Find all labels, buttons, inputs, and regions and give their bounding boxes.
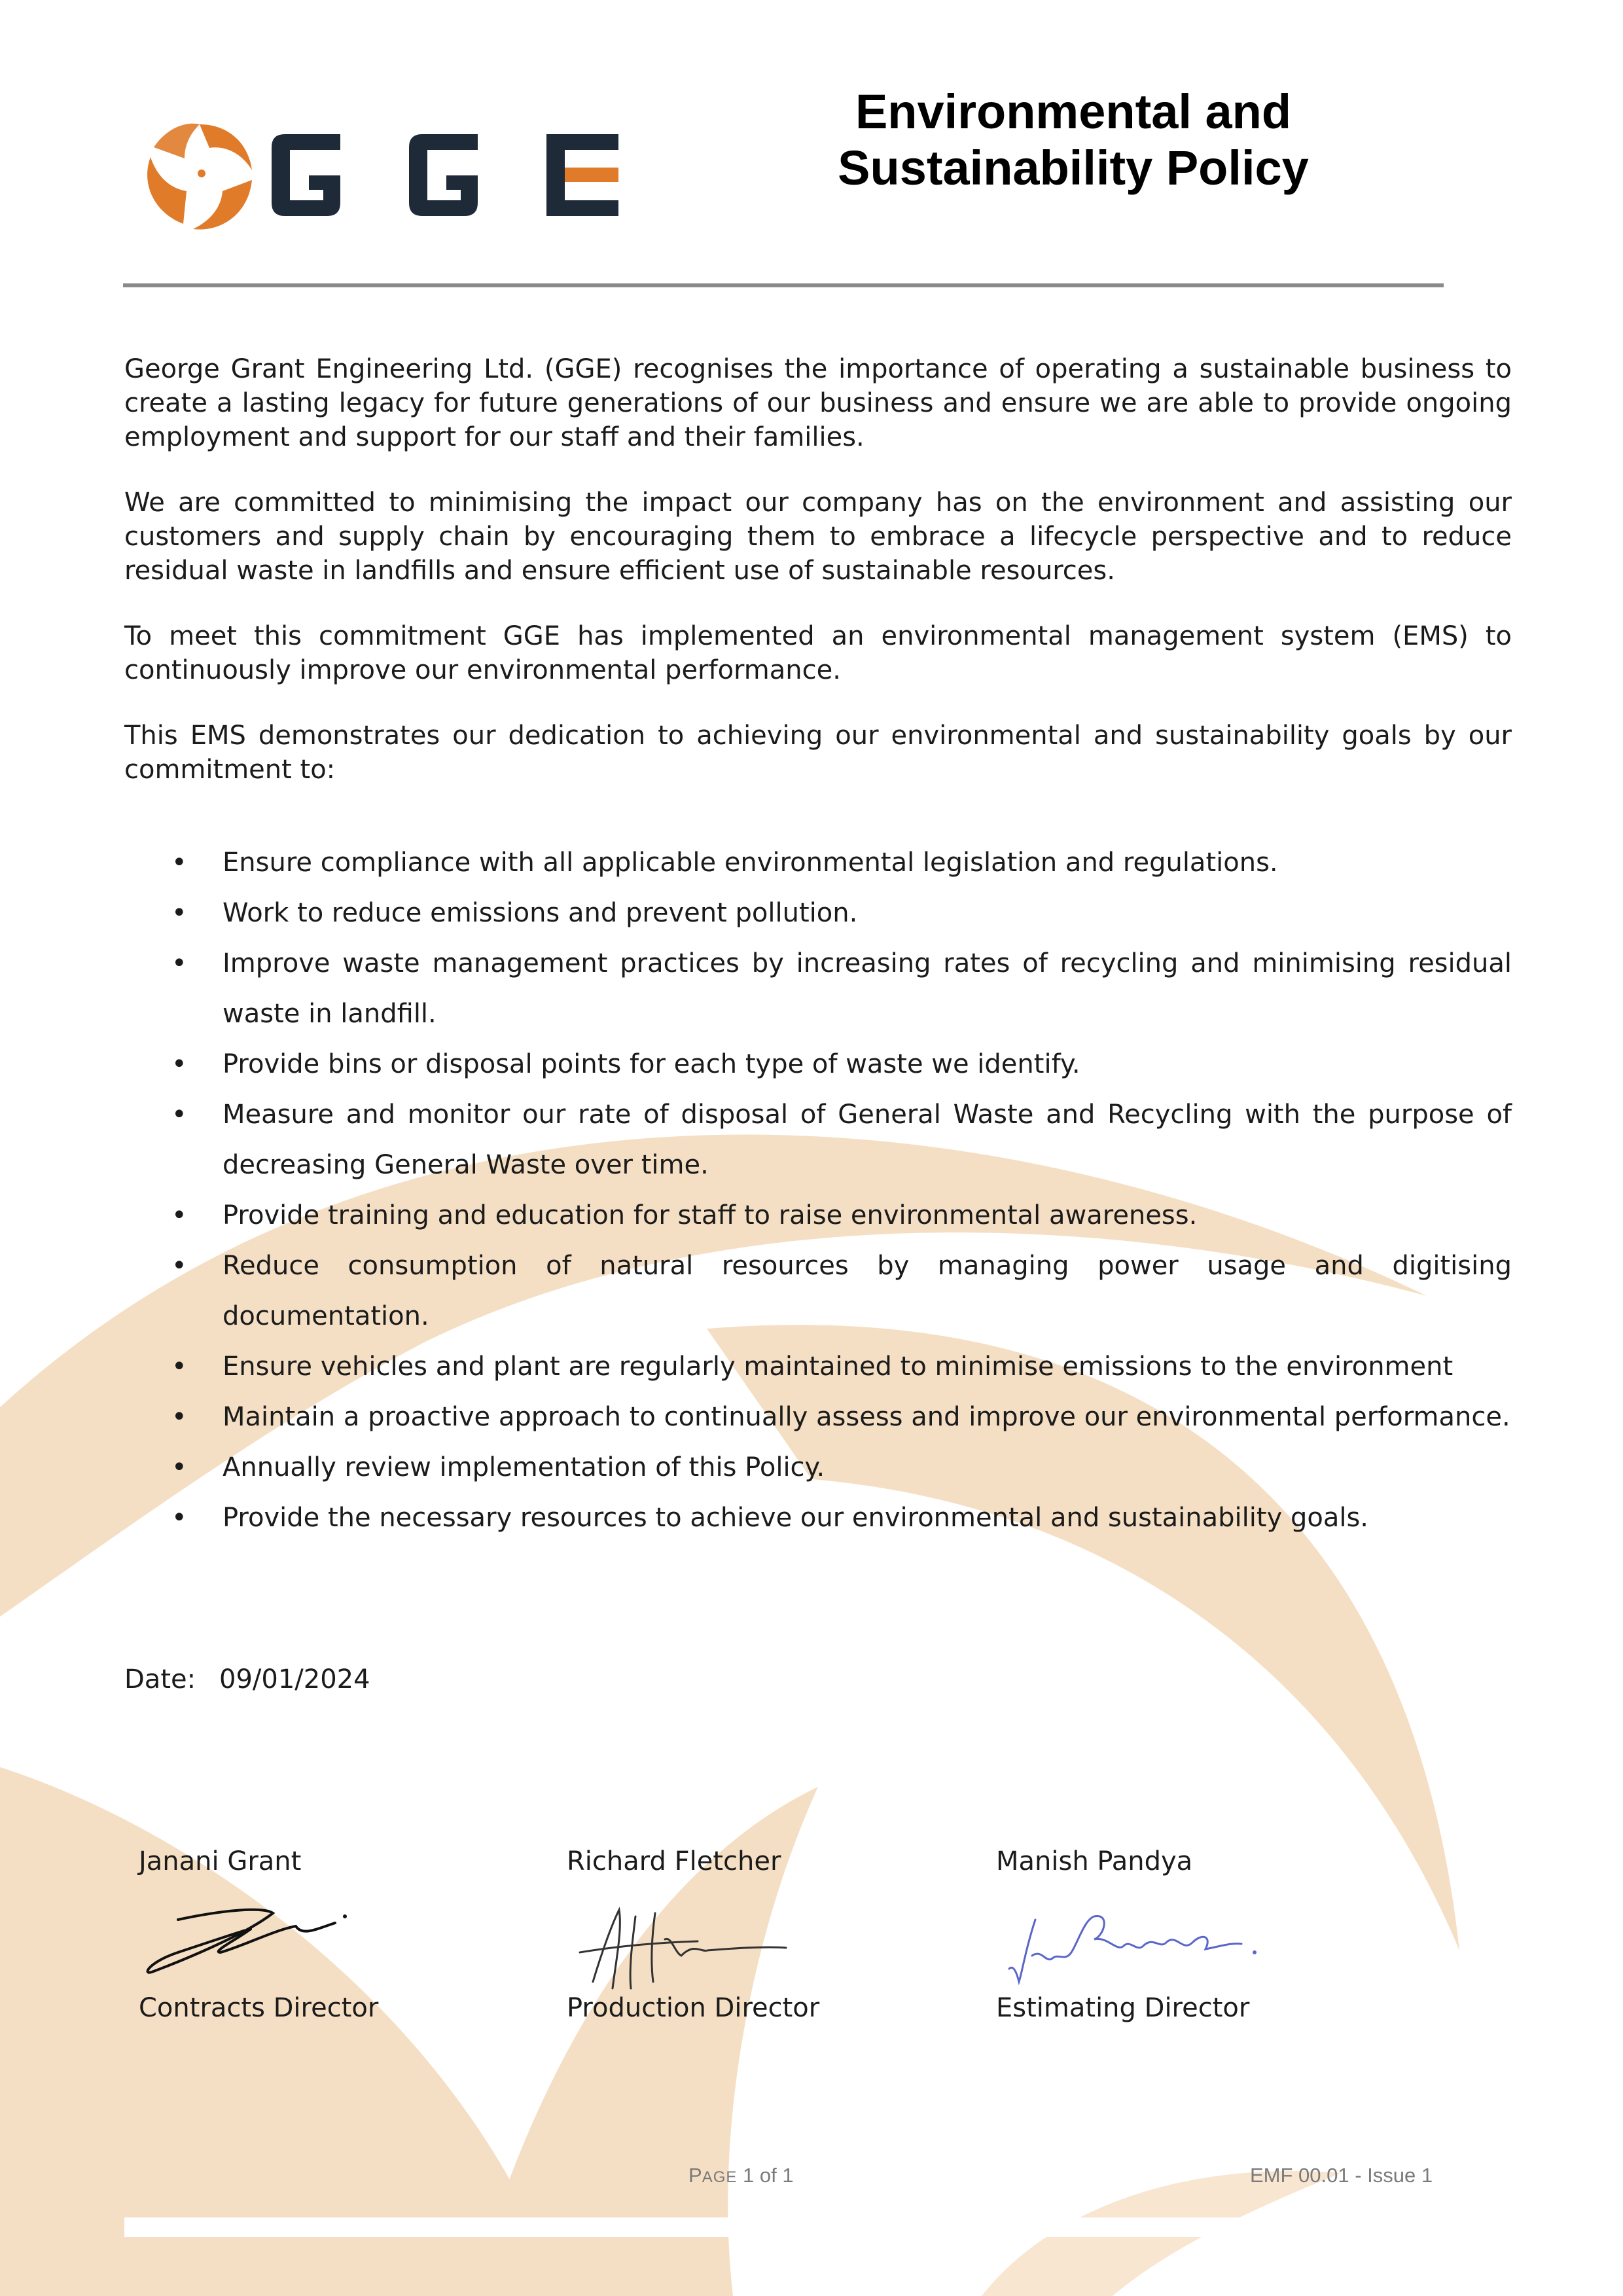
- policy-date: [124, 1662, 370, 1696]
- signatory-role: Estimating Director: [996, 1993, 1250, 2023]
- list-item: • Provide training and education for staff to raise environmental awareness.: [124, 1191, 1512, 1241]
- signature-block-3: [996, 1844, 1363, 2060]
- header-divider: [123, 283, 1444, 287]
- bottom-band: [124, 2217, 1453, 2237]
- bullet-icon: •: [171, 1503, 187, 1533]
- list-item: • Annually review implementation of this Policy.: [124, 1443, 1512, 1493]
- policy-intro: [124, 352, 1512, 818]
- signatory-role: Production Director: [567, 1993, 820, 2023]
- signature-block-1: [139, 1844, 505, 2060]
- list-item: • Ensure vehicles and plant are regularly maintained to minimise emissions to the environment: [124, 1342, 1512, 1392]
- intro-paragraph: George Grant Engineering Ltd. (GGE) recognises the importance of operating a sustainable business to create a lasting legacy for future generations of our business and ensure we are able to provide ongoing employment and support for our staff and their families.: [124, 354, 1512, 452]
- bullet-icon: •: [171, 1402, 187, 1432]
- intro-paragraph: This EMS demonstrates our dedication to achieving our environmental and sustainability goals by our commitment to:: [124, 721, 1512, 785]
- document-reference: EMF 00.01 - Issue 1: [1250, 2164, 1433, 2187]
- signatory-name: Janani Grant: [139, 1846, 302, 1876]
- signatory-name: Richard Fletcher: [567, 1846, 781, 1876]
- page-number: PAGE 1 of 1: [688, 2164, 794, 2187]
- list-item: • Reduce consumption of natural resources by managing power usage and digitising documentation.: [124, 1241, 1512, 1342]
- bullet-icon: •: [171, 1200, 187, 1230]
- bullet-icon: •: [171, 898, 187, 928]
- bullet-icon: •: [171, 1251, 187, 1281]
- list-item: • Improve waste management practices by increasing rates of recycling and minimising residual waste in landfill.: [124, 939, 1512, 1039]
- intro-paragraph: We are committed to minimising the impact our company has on the environment and assisting our customers and supply chain by encouraging them to embrace a lifecycle perspective and to reduce residual waste in landfills and ensure efficient use of sustainable resources.: [124, 488, 1512, 586]
- list-item: • Measure and monitor our rate of disposal of General Waste and Recycling with the purpose of decreasing General Waste over time.: [124, 1090, 1512, 1191]
- gge-logo: [137, 105, 661, 242]
- signature-block-2: [567, 1844, 933, 2060]
- signature-image: [567, 1890, 802, 1995]
- list-item: • Provide the necessary resources to achieve our environmental and sustainability goals.: [124, 1493, 1512, 1543]
- signatory-role: Contracts Director: [139, 1993, 379, 2023]
- bullet-icon: •: [171, 1452, 187, 1482]
- list-item: • Ensure compliance with all applicable environmental legislation and regulations.: [124, 838, 1512, 888]
- bullet-icon: •: [171, 1049, 187, 1079]
- bullet-icon: •: [171, 1100, 187, 1130]
- bullet-icon: •: [171, 948, 187, 978]
- bullet-icon: •: [171, 1352, 187, 1382]
- intro-paragraph: To meet this commitment GGE has implemented an environmental management system (EMS) to continuously improve our environmental performance.: [124, 621, 1512, 685]
- commitments-list: [124, 838, 1512, 1543]
- list-item: • Provide bins or disposal points for each type of waste we identify.: [124, 1039, 1512, 1090]
- swirl-emblem-icon: [147, 124, 252, 230]
- bullet-icon: •: [171, 848, 187, 878]
- title-line-2: Sustainability Policy: [838, 141, 1309, 195]
- date-label: Date:: [124, 1664, 196, 1695]
- list-item: • Work to reduce emissions and prevent pollution.: [124, 888, 1512, 939]
- signature-image: [996, 1890, 1271, 1988]
- page-title: [746, 84, 1400, 196]
- date-value: 09/01/2024: [219, 1664, 370, 1695]
- title-line-1: Environmental and: [855, 84, 1292, 139]
- signature-image: [139, 1890, 361, 1988]
- list-item: • Maintain a proactive approach to continually assess and improve our environmental performance.: [124, 1392, 1512, 1443]
- signatory-name: Manish Pandya: [996, 1846, 1193, 1876]
